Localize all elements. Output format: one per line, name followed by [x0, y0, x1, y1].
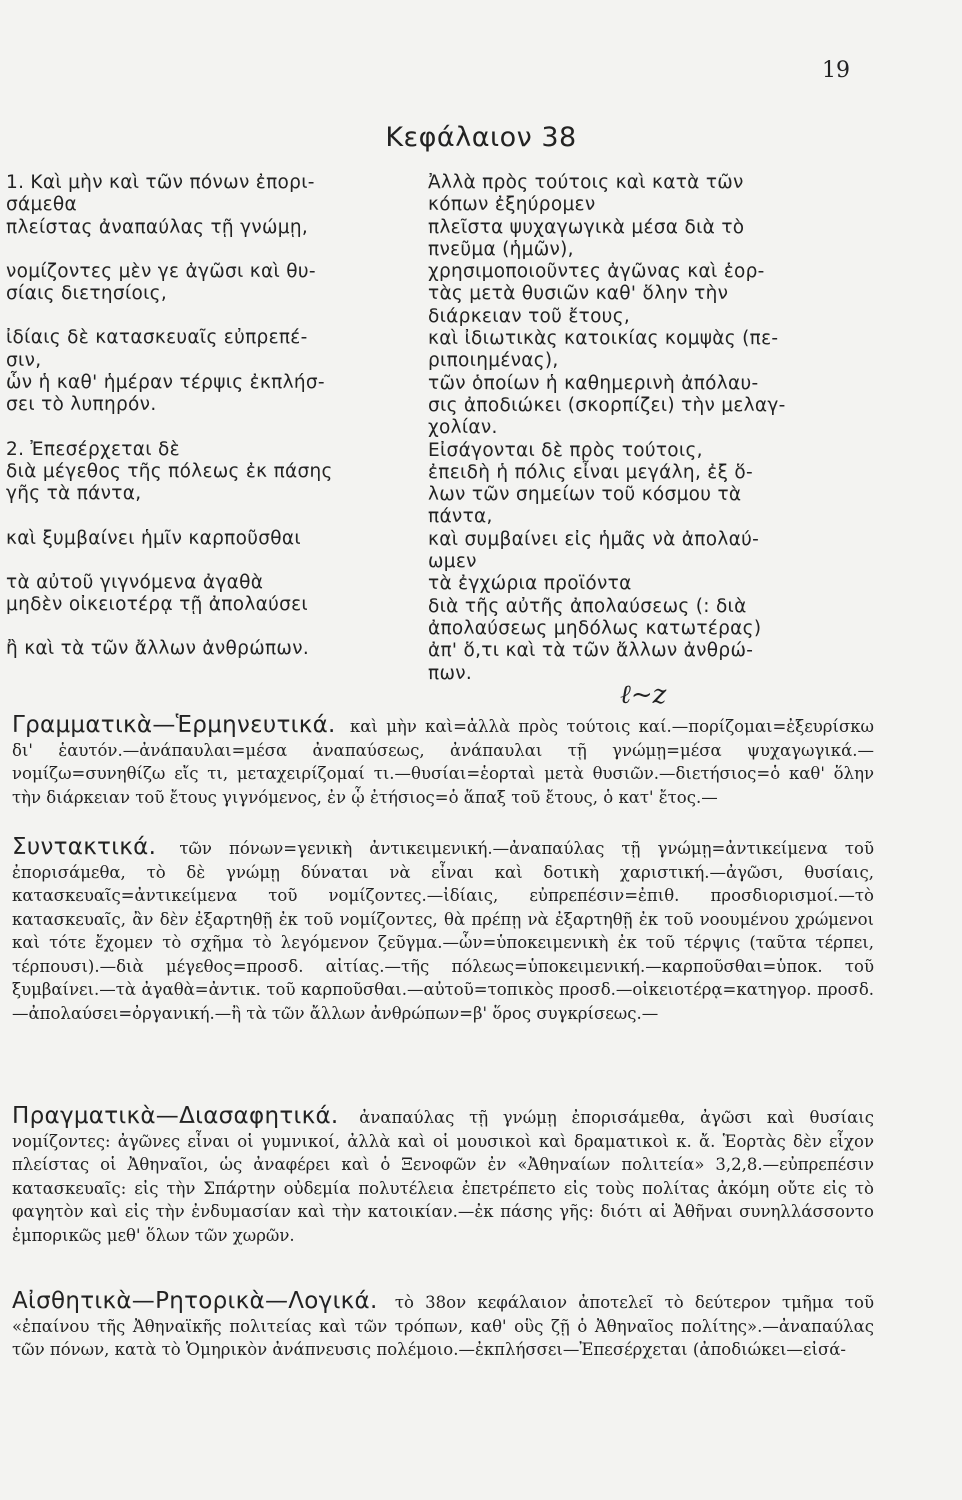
translation-line: πάντα, [428, 506, 493, 528]
section-text: ἀναπαύλας τῇ γνώμῃ ἐπορισάμεθα, ἀγῶσι καὶ θυσίαις νομίζοντες: ἀγῶνες εἶναι οἱ γυμνικοί, ἀλλὰ καὶ οἱ μουσικοὶ καὶ δραματικοὶ κ. ἄ. Ἑορτὰς δὲν εἶχον πλείστας οἱ Ἀθηναῖοι, ὡς ἀναφέρει καὶ ὁ Ξενοφῶν ἐν «Ἀθηναίων πολιτεία» 3,2,8.—εὐπρεπέσιν κατασκευαῖς: εἰς τὴν Σπάρτην οὐδεμία πολυτέλεια ἐπετρέπετο εἰς τοὺς πολίτας ἀκόμη οὔτε εἰς τὸ φαγητὸν καὶ εἰς τὴν ἐνδυμασίαν καὶ τὴν κατοικίαν.—ἐκ πάσης γῆς: διότι αἱ Ἀθῆναι συνηλλάσσοντο ἐμπορικῶς μεθ' ὅλων τῶν χωρῶν. [12, 1108, 875, 1245]
original-block [6, 572, 398, 617]
spacer [6, 616, 398, 638]
translation-line: λων τῶν σημείων τοῦ κόσμου τὰ [428, 484, 742, 506]
handwritten-signature: ℓ~z [620, 680, 667, 710]
translation-line: τὰ ἐγχώρια προϊόντα [428, 573, 632, 595]
original-line: τὰ αὐτοῦ γιγνόμενα ἀγαθὰ [6, 571, 264, 593]
translation-line: Ἀλλὰ πρὸς τούτοις καὶ κατὰ τῶν [428, 172, 744, 193]
original-line: ἢ καὶ τὰ τῶν ἄλλων ἀνθρώπων. [6, 638, 310, 660]
translation-line: χολίαν. [428, 417, 498, 439]
translation-line: πνεῦμα (ἡμῶν), [428, 238, 574, 260]
original-line: μηδὲν οἰκειοτέρᾳ τῇ ἀπολαύσει [6, 594, 308, 616]
original-line: 1. Καὶ μὴν καὶ τῶν πόνων ἐπορι- [6, 172, 315, 193]
original-line: σει τὸ λυπηρόν. [6, 394, 157, 416]
original-line: πλείστας ἀναπαύλας τῇ γνώμῃ, [6, 216, 309, 238]
translation-line: καὶ συμβαίνει εἰς ἡμᾶς νὰ ἀπολαύ- [428, 528, 760, 550]
original-line: διὰ μέγεθος τῆς πόλεως ἐκ πάσης [6, 460, 333, 482]
translation-line: διάρκειαν τοῦ ἔτους, [428, 305, 631, 327]
translation-line: καὶ ἰδιωτικὰς κατοικίας κομψὰς (πε- [428, 328, 779, 350]
original-block [6, 638, 398, 660]
original-line: ὧν ἡ καθ' ἡμέραν τέρψις ἐκπλήσ- [6, 372, 325, 394]
translation-line: πλεῖστα ψυχαγωγικὰ μέσα διὰ τὸ [428, 216, 745, 238]
original-block [6, 327, 398, 416]
translation-line: ἐπειδὴ ἡ πόλις εἶναι μεγάλη, ἐξ ὅ- [428, 461, 753, 483]
greek-original-column [6, 172, 398, 661]
grammar-section [12, 714, 874, 809]
section-text: τὸ 38ον κεφάλαιον ἀποτελεῖ τὸ δεύτερον τμῆμα τοῦ «ἐπαίνου τῆς Ἀθηναϊκῆς πολιτείας καὶ τῶν τρόπων, καθ' οὓς ζῇ ὁ Ἀθηναῖος πολίτης».—ἀναπαύλας τῶν πόνων, κατὰ τὸ Ὁμηρικὸν ἀνάπνευσις πολέμοιο.—ἐκπλήσσει—Ἐπεσέρχεται (ἀποδιώκει—εἰσά- [12, 1293, 874, 1359]
spacer [6, 506, 398, 528]
aesthetic-section [12, 1290, 874, 1362]
spacer [6, 550, 398, 572]
original-line: καὶ ξυμβαίνει ἡμῖν καρποῦσθαι [6, 527, 301, 549]
section-heading: Αἰσθητικὰ—Ρητορικὰ—Λογικά. [12, 1288, 378, 1314]
realia-section [12, 1105, 874, 1247]
translation-line: τὰς μετὰ θυσιῶν καθ' ὅλην τὴν [428, 283, 729, 305]
original-block [6, 261, 398, 306]
original-line: γῆς τὰ πάντα, [6, 483, 142, 505]
original-line: σιν, [6, 349, 42, 371]
translation-line: χρησιμοποιοῦντες ἀγῶνας καὶ ἑορ- [428, 261, 765, 283]
section-heading: Συντακτικά. [12, 834, 157, 860]
translation-line: διὰ τῆς αὐτῆς ἀπολαύσεως (: διὰ [428, 595, 747, 617]
page-number: 19 [822, 58, 850, 83]
chapter-title: Κεφάλαιον 38 [385, 122, 577, 153]
original-line: νομίζοντες μὲν γε ἀγῶσι καὶ θυ- [6, 260, 316, 282]
translation-line: ἀπολαύσεως μηδόλως κατωτέρας) [428, 617, 762, 639]
section-heading: Γραμματικὰ—Ἑρμηνευτικά. [12, 712, 336, 738]
translation-line: ριποιημένας), [428, 350, 559, 372]
syntax-section [12, 836, 874, 1025]
translation-line: Εἰσάγονται δὲ πρὸς τούτοις, [428, 439, 703, 461]
section-heading: Πραγματικὰ—Διασαφητικά. [12, 1103, 339, 1129]
original-line: σίαις διετησίοις, [6, 283, 168, 305]
translation-line: ωμεν [428, 551, 477, 573]
translation-line: ἀπ' ὅ,τι καὶ τὰ τῶν ἄλλων ἀνθρώ- [428, 640, 754, 662]
original-line: ἰδίαις δὲ κατασκευαῖς εὐπρεπέ- [6, 327, 308, 349]
spacer [6, 305, 398, 327]
section-text: τῶν πόνων=γενικὴ ἀντικειμενική.—ἀναπαύλας τῇ γνώμῃ=ἀντικείμενα τοῦ ἐπορισάμεθα, τὸ δὲ γνώμῃ δύναται νὰ εἶναι καὶ δοτικὴ χαριστική.—ἀγῶσι, θυσίαις, κατασκευαῖς=ἀντικείμενα τοῦ νομίζοντες.—ἰδίαις, εὐπρεπέσιν=ἐπιθ. προσδιορισμοί.—τὸ κατασκευαῖς, ἂν δὲν ἐξαρτηθῇ ἐκ τοῦ νομίζοντες, θὰ πρέπῃ νὰ ἐξαρτηθῇ ἐκ τοῦ νοουμένου χρώμενοι καὶ τότε ἔχομεν τὸ σχῆμα τὸ λεγόμενον ζεῦγμα.—ὧν=ὑποκειμενικὴ ἐκ τοῦ τέρψις (ταῦτα τέρπει, τέρπουσι).—διὰ μέγεθος=προσδ. αἰτίας.—τῆς πόλεως=ὑποκειμενική.—καρποῦσθαι=ὑποκ. τοῦ ξυμβαίνει.—τὰ ἀγαθὰ=ἀντικ. τοῦ καρποῦσθαι.—αὐτοῦ=τοπικὸς προσδ.—οἰκειοτέρᾳ=κατηγορ. προσδ.—ἀπολαύσει=ὀργανική.—ἢ τὰ τῶν ἄλλων ἀνθρώπων=β' ὅρος συγκρίσεως.— [12, 839, 875, 1023]
translation-line: σις ἀποδιώκει (σκορπίζει) τὴν μελαγ- [428, 394, 786, 416]
translation-line: κόπων ἐξηύρομεν [428, 194, 596, 216]
spacer [6, 239, 398, 261]
modern-greek-translation-column [428, 172, 868, 685]
original-block [6, 172, 398, 239]
original-line: σάμεθα [6, 194, 78, 216]
translation-line: τῶν ὁποίων ἡ καθημερινὴ ἀπόλαυ- [428, 372, 759, 394]
spacer [6, 417, 398, 439]
section-text: καὶ μὴν καὶ=ἀλλὰ πρὸς τούτοις καί.—πορίζομαι=ἐξευρίσκω δι' ἑαυτόν.—ἀνάπαυλαι=μέσα ἀναπαύσεως, ἀνάπαυλαι τῇ γνώμῃ=μέσα ψυχαγωγικά.—νομίζω=συνηθίζω εἴς τι, μεταχειρίζομαί τι.—θυσίαι=ἑορταὶ μετὰ θυσιῶν.—διετήσιος=ὁ καθ' ὅλην τὴν διάρκειαν τοῦ ἔτους γιγνόμενος, ἐν ᾧ ἐτήσιος=ὁ ἅπαξ τοῦ ἔτους, ὁ κατ' ἔτος.— [12, 717, 874, 807]
original-block [6, 528, 398, 550]
original-block [6, 439, 398, 506]
translation-line: πων. [428, 662, 473, 684]
original-line: 2. Ἐπεσέρχεται δὲ [6, 438, 180, 460]
